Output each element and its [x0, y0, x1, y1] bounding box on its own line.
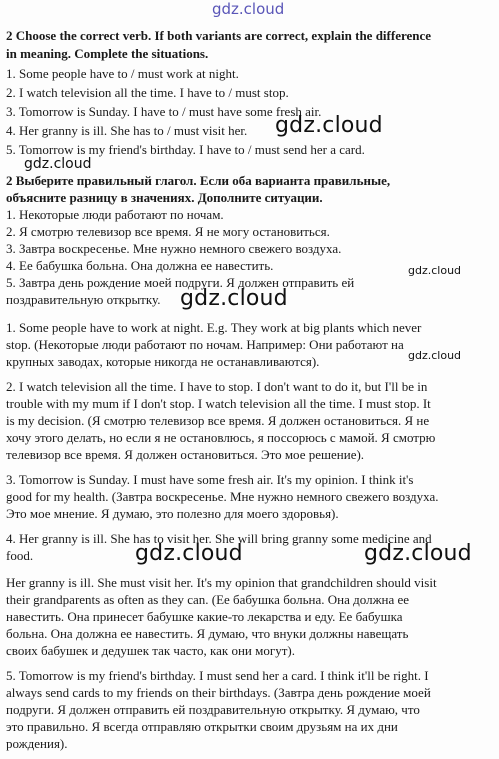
watermark-7: gdz.cloud [364, 541, 472, 566]
task-en-item-4: 4. Her granny is ill. She has to / must visit her. [6, 123, 248, 138]
task-ru-item-3: 3. Завтра воскресенье. Мне нужно немного свежего воздуха. [6, 241, 342, 256]
answer-3-line-1: 3. Tomorrow is Sunday. I must have some fresh air. It's my opinion. I think it's [6, 472, 414, 487]
watermark-top: gdz.cloud [212, 0, 285, 18]
answer-5-line-1: 5. Tomorrow is my friend's birthday. I must send her a card. I think it'll be right. I [6, 668, 429, 683]
answer-4-line-2: food. [6, 548, 34, 563]
answer-2-line-4: хочу этого делать, но если я не остановлюсь, я поссорюсь с мамой. Я смотрю [6, 430, 436, 445]
task-ru-item-4: 4. Ее бабушка больна. Она должна ее навестить. [6, 258, 274, 273]
task-ru-item-1: 1. Некоторые люди работают по ночам. [6, 207, 224, 222]
task-en-item-5: 5. Tomorrow is my friend's birthday. I have to / must send her a card. [6, 142, 365, 157]
answer-5-line-4: это правильно. Я всегда отправляю открытки своим друзьям на их дни [6, 719, 398, 734]
task-en-item-1: 1. Some people have to / must work at night. [6, 66, 239, 81]
answer-4b-line-1: Her granny is ill. She must visit her. It's my opinion that grandchildren should visit [6, 575, 437, 590]
answer-4b-line-2: their grandparents as often as they can. (Ее бабушка больна. Она должна ее [6, 592, 410, 607]
answer-2-line-3: is my decision. (Я смотрю телевизор все время. Я должен остановиться. Я не [6, 413, 430, 428]
task-ru-title-line-1: 2 Выберите правильный глагол. Если оба варианта правильные, [6, 173, 391, 188]
answer-3-line-3: Это мое мнение. Я думаю, это полезно для моего здоровья). [6, 506, 339, 521]
answer-4b-line-4: больна. Она должна ее навестить. Я думаю, что внуки должны навещать [6, 626, 409, 641]
answer-1-line-1: 1. Some people have to work at night. E.g. They work at big plants which never [6, 320, 422, 335]
task-ru-item-5: 5. Завтра день рождение моей подруги. Я должен отправить ей [6, 275, 355, 290]
answer-5-line-5: рождения). [6, 736, 68, 751]
answer-5-line-2: always send cards to my friends on their birthdays. (Завтра день рождение моей [6, 685, 431, 700]
answer-5-line-3: подруги. Я должен отправить ей поздравительную открытку. Я думаю, что [6, 702, 420, 717]
watermark-4: gdz.cloud [180, 286, 288, 311]
task-en-item-2: 2. I watch television all the time. I have to / must stop. [6, 85, 289, 100]
answer-4-line-1: 4. Her granny is ill. She has to visit her. She will bring granny some medicine and [6, 531, 432, 546]
answer-4b-line-3: навестить. Она принесет бабушке какие-то лекарства и еду. Ее бабушка [6, 609, 403, 624]
task-en-title-line-1: 2 Choose the correct verb. If both variants are correct, explain the difference [6, 28, 432, 43]
task-ru-title-line-2: объясните разницу в значениях. Дополните ситуации. [6, 190, 323, 205]
task-en-title-line-2: in meaning. Complete the situations. [6, 46, 209, 61]
watermark-2: gdz.cloud [24, 156, 92, 172]
answer-1-line-2: stop. (Некоторые люди работают по ночам. Например: Они работают на [6, 337, 404, 352]
answer-4b-line-5: своих бабушек и дедушек так часто, как они могут). [6, 643, 295, 658]
task-ru-item-2: 2. Я смотрю телевизор все время. Я не могу остановиться. [6, 224, 330, 239]
task-en-item-3: 3. Tomorrow is Sunday. I have to / must have some fresh air. [6, 104, 322, 119]
watermark-6: gdz.cloud [135, 541, 243, 566]
answer-3-line-2: good for my health. (Завтра воскресенье. Мне нужно немного свежего воздуха. [6, 489, 439, 504]
watermark-1: gdz.cloud [275, 113, 383, 138]
answer-1-line-3: крупных заводах, которые никогда не останавливаются). [6, 354, 320, 369]
watermark-5: gdz.cloud [408, 349, 462, 362]
answer-2-line-1: 2. I watch television all the time. I have to stop. I don't want to do it, but I'll be in [6, 379, 428, 394]
answer-2-line-5: телевизор все время. Я должен остановиться. Это мое решение). [6, 447, 365, 462]
watermark-3: gdz.cloud [408, 264, 462, 277]
answer-2-line-2: trouble with my mum if I don't stop. I watch television all the time. I must stop. It [6, 396, 431, 411]
task-ru-item-5-cont: поздравительную открытку. [6, 292, 161, 307]
